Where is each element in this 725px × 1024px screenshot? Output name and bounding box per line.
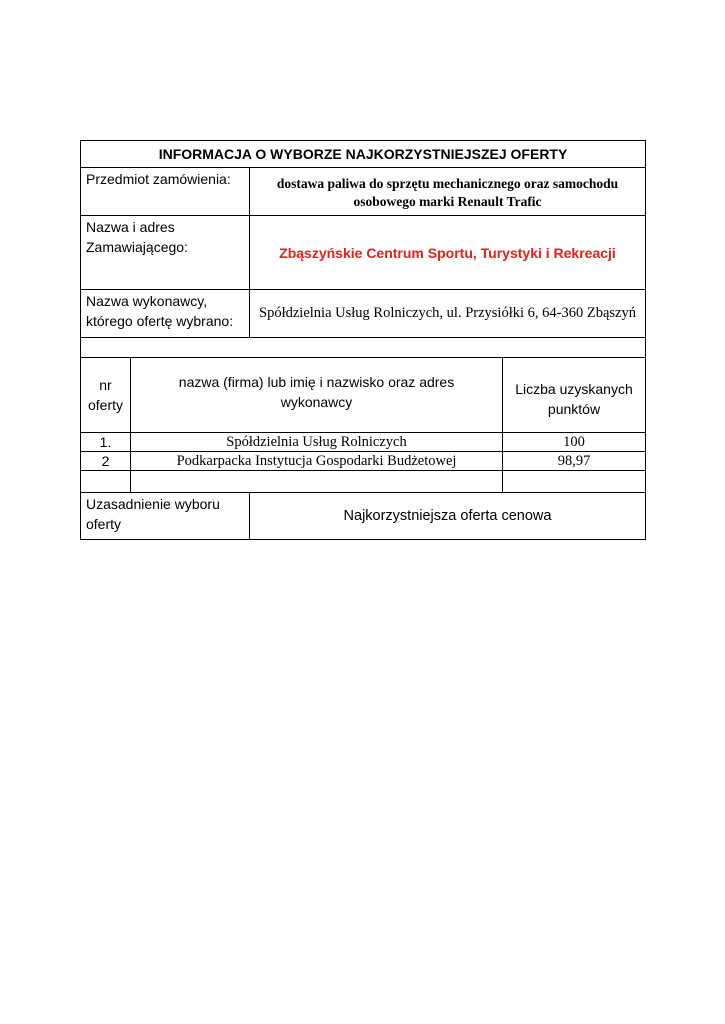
- document-title: INFORMACJA O WYBORZE NAJKORZYSTNIEJSZEJ OFERTY: [81, 141, 646, 168]
- header-name-line2: wykonawcy: [280, 394, 353, 410]
- header-name-line1: nazwa (firma) lub imię i nazwisko oraz adres: [178, 374, 455, 390]
- subject-value-line2: osobowego marki Renault Trafic: [353, 194, 542, 209]
- contractor-label: [81, 290, 250, 338]
- justification-label-line2: oferty: [86, 516, 122, 532]
- header-nr-line1: nr: [99, 377, 112, 393]
- subject-value: [250, 168, 646, 216]
- contractor-name: Spółdzielnia Usług Rolniczych, ul. Przysiółki 6, 64-360 Zbąszyń: [250, 290, 646, 338]
- orderer-label-line2: Zamawiającego:: [86, 239, 188, 255]
- orderer-name: Zbąszyńskie Centrum Sportu, Turystyki i Rekreacji: [250, 216, 646, 290]
- subject-label: [81, 168, 250, 216]
- offer-points: 98,97: [503, 452, 646, 471]
- offer-points: 100: [503, 433, 646, 452]
- offer-row-1: [81, 433, 646, 452]
- header-name: [131, 358, 503, 433]
- offer-nr: 2: [81, 452, 131, 471]
- orderer-label: [81, 216, 250, 290]
- justification-label-line1: Uzasadnienie wyboru: [86, 496, 220, 512]
- offer-name: Spółdzielnia Usług Rolniczych: [131, 433, 503, 452]
- contractor-label-line1: Nazwa wykonawcy,: [86, 293, 208, 309]
- spacer-cell: [81, 338, 646, 358]
- offers-header-row: [81, 358, 646, 433]
- contractor-label-line2: którego ofertę wybrano:: [86, 313, 234, 329]
- contractor-row: [81, 290, 646, 338]
- subject-row: [81, 168, 646, 216]
- justification-row: [81, 493, 646, 540]
- orderer-row: [81, 216, 646, 290]
- spacer-row: [81, 338, 646, 358]
- empty-cell: [131, 471, 503, 493]
- header-nr: [81, 358, 131, 433]
- header-points-line2: punktów: [547, 401, 601, 417]
- offer-nr: 1.: [81, 433, 131, 452]
- header-points: [503, 358, 646, 433]
- offer-row-2: [81, 452, 646, 471]
- header-points-line1: Liczba uzyskanych: [515, 381, 633, 397]
- subject-label-text: Przedmiot zamówienia:: [86, 171, 231, 187]
- title-row: [81, 141, 646, 168]
- selection-info-table: [80, 140, 646, 540]
- header-nr-line2: oferty: [87, 397, 123, 413]
- justification-value: Najkorzystniejsza oferta cenowa: [250, 493, 646, 540]
- justification-label: [81, 493, 250, 540]
- empty-cell: [503, 471, 646, 493]
- subject-value-line1: dostawa paliwa do sprzętu mechanicznego oraz samochodu: [276, 176, 619, 191]
- offer-row-empty: [81, 471, 646, 493]
- orderer-label-line1: Nazwa i adres: [86, 219, 175, 235]
- empty-cell: [81, 471, 131, 493]
- selection-info-document: [80, 140, 645, 540]
- offer-name: Podkarpacka Instytucja Gospodarki Budżetowej: [131, 452, 503, 471]
